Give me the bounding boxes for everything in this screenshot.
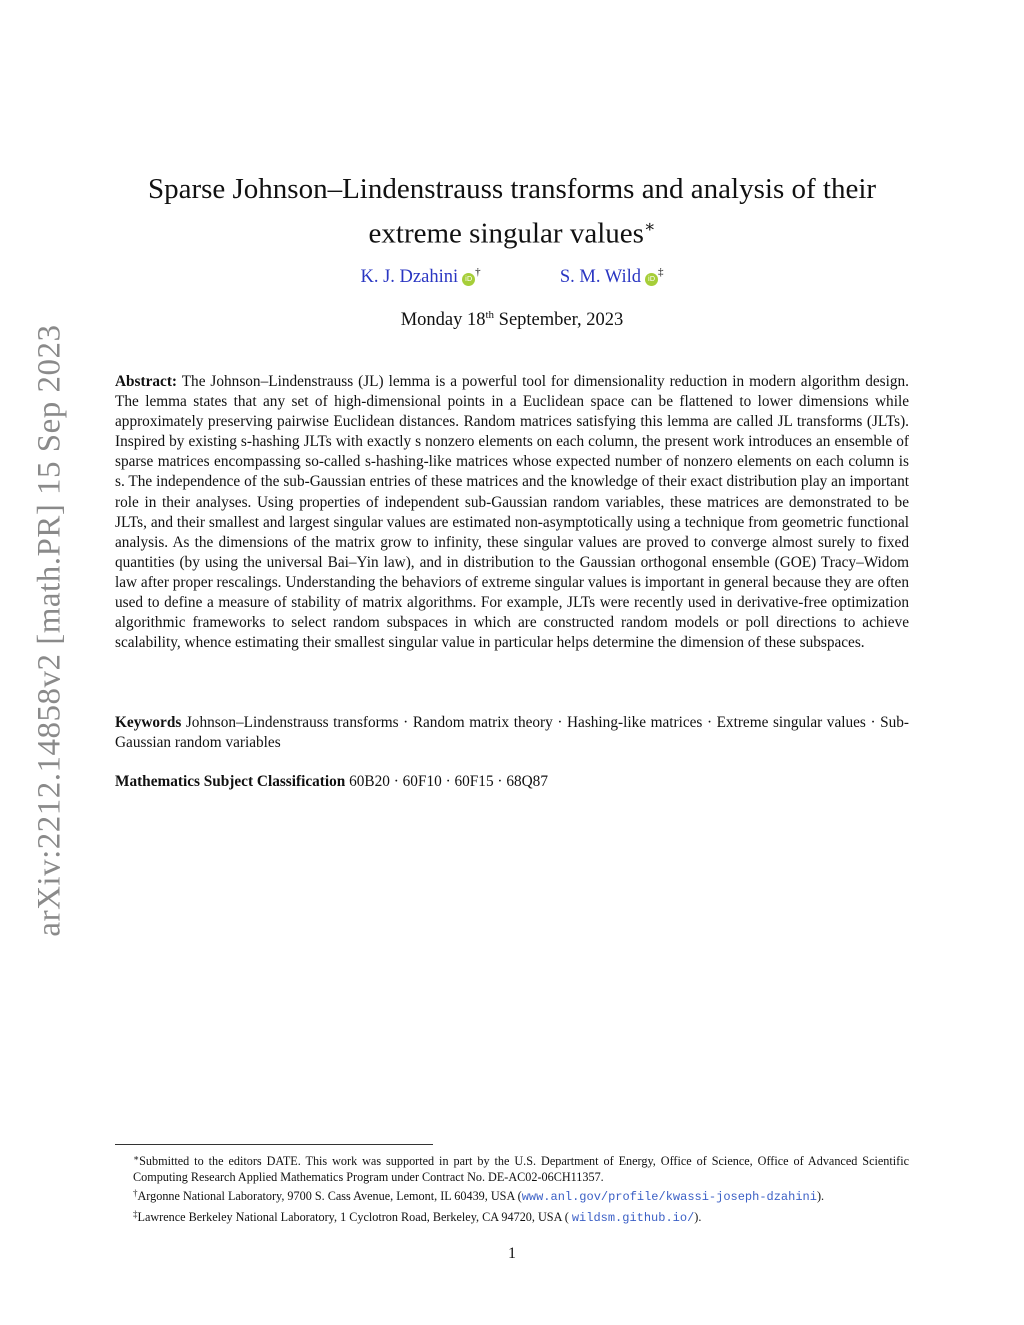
paper-date: Monday 18th September, 2023 (400, 309, 624, 331)
footnotes (115, 1150, 909, 1226)
abstract (115, 372, 909, 653)
dzahini-profile-link[interactable]: www.anl.gov/profile/kwassi-joseph-dzahini (521, 1190, 817, 1205)
abstract-text: The Johnson–Lindenstrauss (JL) lemma is a powerful tool for dimensionality reduction in modern algorithm design. The lemma states that any set of high-dimensional points in a Euclidean space can be flattened to lower dimensions while approximately preserving pairwise Euclidean distances. Random matrices satisfying this lemma are called JL transforms (JLTs). Inspired by existing s-hashing JLTs with exactly s nonzero elements on each column, the present work introduces an ensemble of sparse matrices encompassing so-called s-hashing-like matrices whose expected number of nonzero elements on each column is s. The independence of the sub-Gaussian entries of these matrices and the knowledge of their exact distribution play an important role in their analyses. Using properties of independent sub-Gaussian random variables, these matrices are demonstrated to be JLTs, and their smallest and largest singular values are estimated non-asymptotically using a technique from geometric functional analysis. As the dimensions of the matrix grow to infinity, these singular values are proved to converge almost surely to fixed quantities (by using the universal Bai–Yin law), and in distribution to the Gaussian orthogonal ensemble (GOE) Tracy–Widom law after proper rescalings. Understanding the behaviors of extreme singular values is important in general because they are often used to define a measure of stability of matrix algorithms. For example, JLTs were recently used in derivative-free optimization algorithmic frameworks to select random subspaces in which are constructed random models or poll directions to achieve scalability, whence estimating their smallest singular value in particular helps determine the dimension of these subspaces. (115, 373, 909, 652)
keywords-label: Keywords (115, 714, 182, 731)
author-affiliation-mark: † (475, 266, 481, 278)
msc-codes: 60B20 · 60F10 · 60F15 · 68Q87 (349, 773, 548, 790)
msc-label: Mathematics Subject Classification (115, 773, 346, 790)
footnote-funding: ∗Submitted to the editors DATE. This work was supported in part by the U.S. Department of Energy, Office of Science, Office of Advanced Scientific Computing Research Applied Mathematics Program under Contract No. DE-AC02-06CH11357. (133, 1153, 909, 1185)
keywords (115, 713, 909, 753)
subject-classification (115, 772, 909, 792)
wild-homepage-link[interactable]: wildsm.github.io/ (571, 1210, 695, 1225)
author-dzahini-link[interactable]: K. J. Dzahini (360, 267, 459, 287)
page-number: 1 (508, 1245, 516, 1262)
footnote-berkeley: ‡Lawrence Berkeley National Laboratory, 1 Cyclotron Road, Berkeley, CA 94720, USA ( wildsm.github.io/). (133, 1208, 702, 1225)
footnote-divider (115, 1144, 433, 1145)
paper-title (115, 170, 909, 253)
footnote-argonne: †Argonne National Laboratory, 9700 S. Cass Avenue, Lemont, IL 60439, USA (www.anl.gov/profile/kwassi-joseph-dzahini). (133, 1188, 825, 1205)
arxiv-side-stamp (20, 300, 80, 960)
orcid-icon[interactable]: iD (645, 273, 658, 286)
author-wild-link[interactable]: S. M. Wild (559, 267, 642, 287)
title-line-1: Sparse Johnson–Lindenstrauss transforms and analysis of their (147, 173, 877, 205)
abstract-label: Abstract: (115, 373, 178, 390)
keywords-text: Johnson–Lindenstrauss transforms · Random matrix theory · Hashing-like matrices · Extreme singular values · Sub-Gaussian random variables (115, 714, 909, 752)
author-affiliation-mark: ‡ (658, 266, 664, 278)
title-footnote-mark: ∗ (643, 217, 656, 236)
arxiv-identifier: arXiv:2212.14858v2 [math.PR] 15 Sep 2023 (31, 323, 68, 937)
author-list (115, 266, 909, 288)
orcid-icon[interactable]: iD (462, 273, 475, 286)
title-line-2: extreme singular values∗ (368, 217, 656, 250)
